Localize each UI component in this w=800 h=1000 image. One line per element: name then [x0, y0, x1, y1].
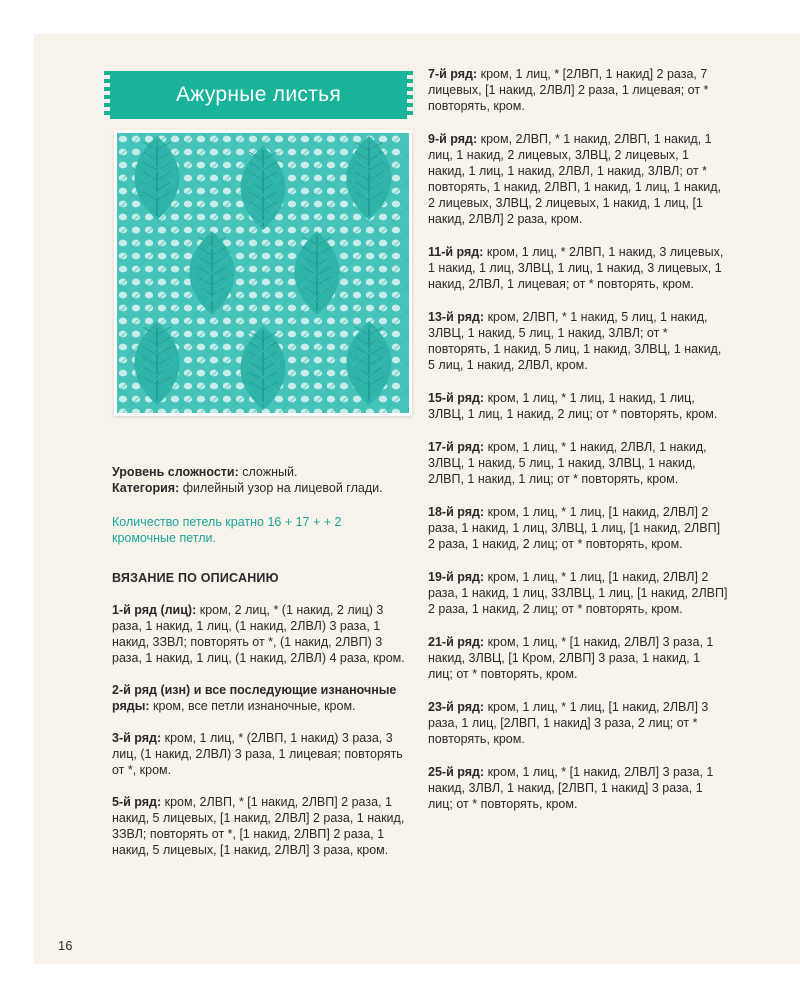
knitted-lace-icon: [117, 133, 409, 413]
instruction-row: [428, 66, 728, 114]
title-banner: [110, 71, 407, 119]
row-label: 19-й ряд:: [428, 570, 485, 584]
row-text: кром, 1 лиц, * 1 лиц, 1 накид, 1 лиц, 3ЛВЦ, 1 лиц, 1 накид, 2 лиц; от * повторять, кром.: [428, 391, 718, 421]
row-label: 7-й ряд:: [428, 67, 478, 81]
row-text: кром, 2ЛВП, * 1 накид, 5 лиц, 1 накид, 3ЛВЦ, 1 накид, 5 лиц, 1 накид, 3ЛВЛ; от * повторять, 1 накид, 5 лиц, 1 накид, 3ЛВЦ, 1 накид, 5 лиц, 1 накид, 2ЛВЛ, кром.: [428, 310, 722, 372]
instruction-row: [428, 244, 728, 292]
instruction-row: [112, 682, 408, 714]
right-column: [428, 66, 728, 829]
instruction-row: [428, 764, 728, 812]
section-heading: ВЯЗАНИЕ ПО ОПИСАНИЮ: [112, 571, 279, 585]
instruction-row: [428, 569, 728, 617]
instruction-row: [428, 390, 728, 422]
row-text: кром, 1 лиц, * 1 лиц, [1 накид, 2ЛВЛ] 2 раза, 1 накид, 1 лиц, 3ЛВЦ, 1 лиц, [1 накид, 2ЛВП] 2 раза, 1 накид, 2 лиц; от * повторять, кром.: [428, 505, 721, 551]
row-text: кром, 2 лиц, * (1 накид, 2 лиц) 3 раза, 1 накид, 1 лиц, (1 накид, 2ЛВЛ) 3 раза, 1 накид, 3ЗВЛ; повторять от *, (1 накид, 2ЛВП) 3 раза, 1 накид, 1 лиц, (1 накид, 2ЛВЛ) 4 раза, кром.: [112, 603, 405, 665]
row-label: 13-й ряд:: [428, 310, 485, 324]
row-label: 9-й ряд:: [428, 132, 478, 146]
category-line: [112, 480, 408, 496]
row-label: 2-й ряд (изн) и все последующие изнаночные ряды:: [112, 683, 397, 713]
category-label: Категория:: [112, 481, 180, 495]
instruction-row: [428, 439, 728, 487]
stitch-count-note: Количество петель кратно 16 + 17 + + 2 кромочные петли.: [112, 515, 342, 545]
instruction-row: [112, 602, 408, 666]
instruction-row: [428, 131, 728, 227]
row-text: кром, 2ЛВП, * [1 накид, 2ЛВП] 2 раза, 1 накид, 5 лицевых, [1 накид, 2ЛВЛ] 2 раза, 1 накид, 3ЗВЛ; повторять от *, [1 накид, 2ЛВП] 2 раза, 1 накид, 5 лицевых, [1 накид, 2ЛВЛ] 3 раза, кром.: [112, 795, 405, 857]
row-text: кром, 1 лиц, * 1 накид, 2ЛВЛ, 1 накид, 3ЛВЦ, 1 накид, 5 лиц, 1 накид, 3ЛВЦ, 1 накид, 2ЛВП, 1 накид, 1 лиц; от * повторять, кром.: [428, 440, 707, 486]
row-label: 15-й ряд:: [428, 391, 485, 405]
row-label: 17-й ряд:: [428, 440, 485, 454]
instruction-row: [428, 309, 728, 373]
instruction-row: [428, 699, 728, 747]
left-column: [112, 464, 408, 874]
instruction-row: [112, 730, 408, 778]
instruction-row: [428, 504, 728, 552]
category-value: филейный узор на лицевой глади.: [182, 481, 383, 495]
row-text: кром, 1 лиц, * 1 лиц, [1 накид, 2ЛВЛ] 3 раза, 1 лиц, [2ЛВП, 1 накид] 3 раза, 2 лиц; от * повторять, кром.: [428, 700, 709, 746]
row-text: кром, 2ЛВП, * 1 накид, 2ЛВП, 1 накид, 1 лиц, 1 накид, 2 лицевых, 3ЛВЦ, 2 лицевых, 1 накид, 1 лиц, 1 накид, 2ЛВЛ, 1 накид, 3ЛВЛ; от * повторять, 1 накид, 2ЛВП, 1 накид, 1 лиц, 1 накид, 2 лицевых, 3ЛВЦ, 2 лицевых, 1 накид, 1 лиц, [1 накид, 2ЛВЛ] 2 раза, кром.: [428, 132, 722, 226]
instruction-row: [112, 794, 408, 858]
row-text: кром, 1 лиц, * [1 накид, 2ЛВЛ] 3 раза, 1 накид, 3ЛВЦ, [1 Кром, 2ЛВП] 3 раза, 1 накид, 1 лиц; от * повторять, кром.: [428, 635, 714, 681]
row-label: 1-й ряд (лиц):: [112, 603, 197, 617]
knitted-swatch-photo: [114, 130, 412, 416]
row-label: 25-й ряд:: [428, 765, 485, 779]
rows-right-list: [428, 66, 728, 812]
row-text: кром, 1 лиц, * [1 накид, 2ЛВЛ] 3 раза, 1 накид, 3ЛВЛ, 1 накид, [2ЛВП, 1 накид] 3 раза, 1 лиц; от * повторять, кром.: [428, 765, 714, 811]
row-label: 18-й ряд:: [428, 505, 485, 519]
instruction-row: [428, 634, 728, 682]
pattern-meta: [112, 464, 408, 496]
row-text: кром, 1 лиц, * (2ЛВП, 1 накид) 3 раза, 3 лиц, (1 накид, 2ЛВЛ) 3 раза, 1 лицевая; повторять от *, кром.: [112, 731, 403, 777]
row-label: 23-й ряд:: [428, 700, 485, 714]
row-label: 5-й ряд:: [112, 795, 162, 809]
rows-left-list: [112, 602, 408, 858]
page-title: Ажурные листья: [175, 83, 342, 106]
row-label: 11-й ряд:: [428, 245, 484, 259]
row-text: кром, все петли изнаночные, кром.: [153, 699, 356, 713]
row-text: кром, 1 лиц, * [2ЛВП, 1 накид] 2 раза, 7 лицевых, [1 накид, 2ЛВЛ] 2 раза, 1 лицевая; от * повторять, кром.: [428, 67, 709, 113]
difficulty-line: [112, 464, 408, 480]
row-text: кром, 1 лиц, * 1 лиц, [1 накид, 2ЛВЛ] 2 раза, 1 накид, 1 лиц, 3ЗЛВЦ, 1 лиц, [1 накид, 2ЛВП] 2 раза, 1 накид, 2 лиц; от * повторять, кром.: [428, 570, 728, 616]
page-number: 16: [58, 938, 73, 953]
row-label: 21-й ряд:: [428, 635, 485, 649]
row-text: кром, 1 лиц, * 2ЛВП, 1 накид, 3 лицевых, 1 накид, 1 лиц, 3ЛВЦ, 1 лиц, 1 накид, 3 лицевых, 1 накид, 2ЛВЛ, 1 лицевая; от * повторять, кром.: [428, 245, 724, 291]
row-label: 3-й ряд:: [112, 731, 162, 745]
difficulty-label: Уровень сложности:: [112, 465, 239, 479]
difficulty-value: сложный.: [242, 465, 298, 479]
